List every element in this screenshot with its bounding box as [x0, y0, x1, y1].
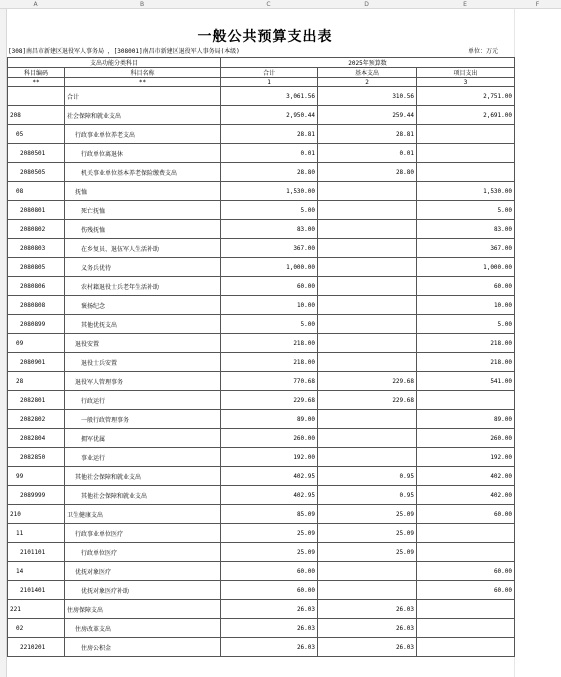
cell-project[interactable]: 1,000.00 — [417, 258, 515, 277]
row-header-bar — [0, 9, 7, 677]
cell-name[interactable]: 行政单位医疗 — [65, 543, 221, 562]
cell-basic[interactable] — [318, 581, 417, 600]
cell-code[interactable]: 2089999 — [8, 486, 65, 505]
cell-code[interactable]: 08 — [8, 182, 65, 201]
table-row — [8, 277, 515, 296]
header-index-2[interactable]: 2 — [318, 78, 417, 87]
cell-name[interactable]: 社会保障和就业支出 — [65, 106, 221, 125]
table-row — [8, 505, 515, 524]
cell-basic[interactable] — [318, 182, 417, 201]
cell-project[interactable]: 402.00 — [417, 467, 515, 486]
table-row — [8, 372, 515, 391]
cell-total[interactable]: 60.00 — [221, 581, 318, 600]
cell-project[interactable]: 60.00 — [417, 505, 515, 524]
header-name-placeholder[interactable]: ** — [65, 78, 221, 87]
cell-code[interactable]: 2080803 — [8, 239, 65, 258]
column-header-a[interactable]: A — [33, 1, 38, 8]
report-currency-unit: 单位：万元 — [468, 48, 499, 55]
column-header-d[interactable]: D — [364, 1, 369, 8]
table-row — [8, 163, 515, 182]
cell-code[interactable]: 221 — [8, 600, 65, 619]
cell-name[interactable]: 优抚对象医疗补助 — [65, 581, 221, 600]
cell-total[interactable]: 89.00 — [221, 410, 318, 429]
table-row — [8, 524, 515, 543]
cell-project[interactable] — [417, 600, 515, 619]
cell-name[interactable]: 行政事业单位医疗 — [65, 524, 221, 543]
cell-project[interactable] — [417, 391, 515, 410]
cell-code[interactable]: 2080899 — [8, 315, 65, 334]
cell-name[interactable]: 义务兵优待 — [65, 258, 221, 277]
column-header-e[interactable]: E — [463, 1, 467, 8]
cell-project[interactable]: 367.00 — [417, 239, 515, 258]
cell-name[interactable]: 合计 — [65, 87, 221, 106]
cell-total[interactable]: 229.68 — [221, 391, 318, 410]
cell-name[interactable]: 在乡复员、退伍军人生活补助 — [65, 239, 221, 258]
cell-name[interactable]: 抚恤 — [65, 182, 221, 201]
cell-code[interactable]: 2082802 — [8, 410, 65, 429]
cell-code[interactable]: 2080505 — [8, 163, 65, 182]
cell-project[interactable]: 192.00 — [417, 448, 515, 467]
cell-basic[interactable]: 25.09 — [318, 543, 417, 562]
cell-basic[interactable] — [318, 353, 417, 372]
table-row — [8, 239, 515, 258]
cell-project[interactable]: 260.00 — [417, 429, 515, 448]
header-index-1[interactable]: 1 — [221, 78, 318, 87]
cell-basic[interactable]: 28.81 — [318, 125, 417, 144]
table-row — [8, 258, 515, 277]
cell-total[interactable]: 770.68 — [221, 372, 318, 391]
cell-project[interactable] — [417, 524, 515, 543]
header-total[interactable]: 合计 — [221, 68, 318, 78]
cell-name[interactable]: 机关事业单位基本养老保险缴费支出 — [65, 163, 221, 182]
table-row — [8, 638, 515, 657]
cell-total[interactable]: 218.00 — [221, 353, 318, 372]
table-row — [8, 144, 515, 163]
cell-basic[interactable] — [318, 220, 417, 239]
table-row — [8, 429, 515, 448]
column-header-bar — [0, 0, 561, 9]
cell-basic[interactable] — [318, 334, 417, 353]
table-row — [8, 182, 515, 201]
header-code-placeholder[interactable]: ** — [8, 78, 65, 87]
cell-code[interactable]: 2080901 — [8, 353, 65, 372]
cell-total[interactable]: 83.00 — [221, 220, 318, 239]
cell-project[interactable] — [417, 543, 515, 562]
cell-project[interactable]: 5.00 — [417, 201, 515, 220]
cell-project[interactable]: 89.00 — [417, 410, 515, 429]
cell-code[interactable] — [8, 87, 65, 106]
cell-name[interactable]: 农村籍退役士兵老年生活补助 — [65, 277, 221, 296]
cell-code[interactable]: 2210201 — [8, 638, 65, 657]
cell-project[interactable]: 541.00 — [417, 372, 515, 391]
cell-basic[interactable]: 25.09 — [318, 524, 417, 543]
header-project[interactable]: 项目支出 — [417, 68, 515, 78]
header-row-index — [8, 78, 515, 87]
cell-basic[interactable]: 28.80 — [318, 163, 417, 182]
cell-total[interactable]: 28.81 — [221, 125, 318, 144]
cell-total[interactable]: 1,530.00 — [221, 182, 318, 201]
cell-total[interactable]: 60.00 — [221, 562, 318, 581]
cell-total[interactable]: 5.00 — [221, 201, 318, 220]
cell-project[interactable] — [417, 163, 515, 182]
cell-code[interactable]: 2082850 — [8, 448, 65, 467]
cell-total[interactable]: 1,000.00 — [221, 258, 318, 277]
cell-total[interactable]: 260.00 — [221, 429, 318, 448]
cell-basic[interactable]: 229.68 — [318, 372, 417, 391]
cell-project[interactable]: 218.00 — [417, 353, 515, 372]
cell-project[interactable] — [417, 144, 515, 163]
cell-name[interactable]: 其他优抚支出 — [65, 315, 221, 334]
cell-total[interactable]: 26.03 — [221, 619, 318, 638]
cell-total[interactable]: 2,950.44 — [221, 106, 318, 125]
cell-total[interactable]: 85.09 — [221, 505, 318, 524]
cell-code[interactable]: 2080802 — [8, 220, 65, 239]
cell-code[interactable]: 11 — [8, 524, 65, 543]
cell-code[interactable]: 2080805 — [8, 258, 65, 277]
table-row — [8, 106, 515, 125]
cell-basic[interactable]: 25.09 — [318, 505, 417, 524]
cell-basic[interactable]: 0.01 — [318, 144, 417, 163]
cell-total[interactable]: 402.95 — [221, 486, 318, 505]
cell-name[interactable]: 住房保障支出 — [65, 600, 221, 619]
cell-project[interactable]: 2,751.00 — [417, 87, 515, 106]
header-func-group[interactable]: 支出功能分类科目 — [8, 58, 221, 68]
cell-project[interactable]: 2,691.00 — [417, 106, 515, 125]
cell-basic[interactable] — [318, 296, 417, 315]
cell-code[interactable]: 2082801 — [8, 391, 65, 410]
cell-basic[interactable]: 26.03 — [318, 600, 417, 619]
table-row — [8, 125, 515, 144]
cell-total[interactable]: 26.03 — [221, 638, 318, 657]
cell-name[interactable]: 其他社会保障和就业支出 — [65, 486, 221, 505]
cell-name[interactable]: 事业运行 — [65, 448, 221, 467]
cell-total[interactable]: 402.95 — [221, 467, 318, 486]
cell-total[interactable]: 28.80 — [221, 163, 318, 182]
cell-basic[interactable] — [318, 448, 417, 467]
cell-project[interactable]: 1,530.00 — [417, 182, 515, 201]
budget-table — [7, 57, 515, 657]
cell-basic[interactable] — [318, 258, 417, 277]
cell-project[interactable]: 83.00 — [417, 220, 515, 239]
cell-project[interactable]: 60.00 — [417, 581, 515, 600]
cell-total[interactable]: 60.00 — [221, 277, 318, 296]
cell-name[interactable]: 退役军人管理事务 — [65, 372, 221, 391]
table-row — [8, 334, 515, 353]
table-row — [8, 486, 515, 505]
cell-code[interactable]: 2080808 — [8, 296, 65, 315]
cell-total[interactable]: 218.00 — [221, 334, 318, 353]
table-row — [8, 581, 515, 600]
report-unit-label: [308]南昌市新建区退役军人事务局 ，[308001]南昌市新建区退役军人事务局(本级) — [8, 48, 240, 55]
header-budget-group[interactable]: 2025年预算数 — [221, 58, 515, 68]
cell-total[interactable]: 10.00 — [221, 296, 318, 315]
column-header-b[interactable]: B — [139, 1, 145, 8]
header-row-groups — [8, 58, 515, 68]
table-row — [8, 201, 515, 220]
table-row — [8, 467, 515, 486]
cell-name[interactable]: 伤残抚恤 — [65, 220, 221, 239]
cell-basic[interactable]: 310.56 — [318, 87, 417, 106]
cell-name[interactable]: 死亡抚恤 — [65, 201, 221, 220]
table-row — [8, 315, 515, 334]
report-title: 一般公共预算支出表 — [197, 29, 333, 45]
cell-code[interactable]: 05 — [8, 125, 65, 144]
cell-basic[interactable]: 259.44 — [318, 106, 417, 125]
cell-code[interactable]: 28 — [8, 372, 65, 391]
cell-basic[interactable] — [318, 562, 417, 581]
cell-code[interactable]: 99 — [8, 467, 65, 486]
cell-project[interactable]: 5.00 — [417, 315, 515, 334]
cell-project[interactable]: 218.00 — [417, 334, 515, 353]
cell-basic[interactable] — [318, 410, 417, 429]
cell-name[interactable]: 住房改革支出 — [65, 619, 221, 638]
cell-total[interactable]: 367.00 — [221, 239, 318, 258]
table-row — [8, 448, 515, 467]
cell-code[interactable]: 09 — [8, 334, 65, 353]
header-row-columns — [8, 68, 515, 78]
cell-project[interactable]: 60.00 — [417, 562, 515, 581]
cell-name[interactable]: 退役安置 — [65, 334, 221, 353]
table-row — [8, 353, 515, 372]
cell-basic[interactable]: 0.95 — [318, 486, 417, 505]
table-row — [8, 87, 515, 106]
cell-name[interactable]: 退役士兵安置 — [65, 353, 221, 372]
cell-name[interactable]: 行政单位离退休 — [65, 144, 221, 163]
cell-project[interactable]: 10.00 — [417, 296, 515, 315]
cell-project[interactable]: 402.00 — [417, 486, 515, 505]
cell-code[interactable]: 2080801 — [8, 201, 65, 220]
header-code[interactable]: 科目编码 — [8, 68, 65, 78]
header-name[interactable]: 科目名称 — [65, 68, 221, 78]
cell-code[interactable]: 208 — [8, 106, 65, 125]
cell-total[interactable]: 5.00 — [221, 315, 318, 334]
cell-basic[interactable] — [318, 429, 417, 448]
table-row — [8, 296, 515, 315]
column-header-c[interactable]: C — [266, 1, 271, 8]
cell-basic[interactable] — [318, 315, 417, 334]
header-basic[interactable]: 基本支出 — [318, 68, 417, 78]
cell-basic[interactable]: 229.68 — [318, 391, 417, 410]
cell-total[interactable]: 192.00 — [221, 448, 318, 467]
cell-code[interactable]: 2082804 — [8, 429, 65, 448]
cell-code[interactable]: 14 — [8, 562, 65, 581]
cell-name[interactable]: 优抚对象医疗 — [65, 562, 221, 581]
cell-name[interactable]: 拥军优属 — [65, 429, 221, 448]
cell-project[interactable] — [417, 125, 515, 144]
cell-basic[interactable]: 26.03 — [318, 619, 417, 638]
cell-project[interactable] — [417, 619, 515, 638]
cell-name[interactable]: 行政事业单位养老支出 — [65, 125, 221, 144]
cell-name[interactable]: 其他社会保障和就业支出 — [65, 467, 221, 486]
cell-total[interactable]: 25.09 — [221, 543, 318, 562]
cell-total[interactable]: 3,061.56 — [221, 87, 318, 106]
table-row — [8, 600, 515, 619]
cell-name[interactable]: 行政运行 — [65, 391, 221, 410]
table-row — [8, 619, 515, 638]
cell-project[interactable]: 60.00 — [417, 277, 515, 296]
cell-basic[interactable] — [318, 239, 417, 258]
table-row — [8, 391, 515, 410]
cell-code[interactable]: 02 — [8, 619, 65, 638]
cell-name[interactable]: 卫生健康支出 — [65, 505, 221, 524]
cell-total[interactable]: 25.09 — [221, 524, 318, 543]
cell-code[interactable]: 2080806 — [8, 277, 65, 296]
cell-basic[interactable] — [318, 277, 417, 296]
cell-total[interactable]: 0.01 — [221, 144, 318, 163]
cell-name[interactable]: 褒扬纪念 — [65, 296, 221, 315]
table-row — [8, 562, 515, 581]
cell-basic[interactable]: 0.95 — [318, 467, 417, 486]
table-row — [8, 220, 515, 239]
cell-basic[interactable] — [318, 201, 417, 220]
cell-code[interactable]: 210 — [8, 505, 65, 524]
cell-total[interactable]: 26.03 — [221, 600, 318, 619]
table-row — [8, 410, 515, 429]
cell-name[interactable]: 住房公积金 — [65, 638, 221, 657]
table-row — [8, 543, 515, 562]
cell-code[interactable]: 2080501 — [8, 144, 65, 163]
column-header-f[interactable]: F — [535, 1, 540, 8]
cell-basic[interactable]: 26.03 — [318, 638, 417, 657]
header-index-3[interactable]: 3 — [417, 78, 515, 87]
cell-code[interactable]: 2101401 — [8, 581, 65, 600]
cell-code[interactable]: 2101101 — [8, 543, 65, 562]
cell-name[interactable]: 一般行政管理事务 — [65, 410, 221, 429]
cell-project[interactable] — [417, 638, 515, 657]
